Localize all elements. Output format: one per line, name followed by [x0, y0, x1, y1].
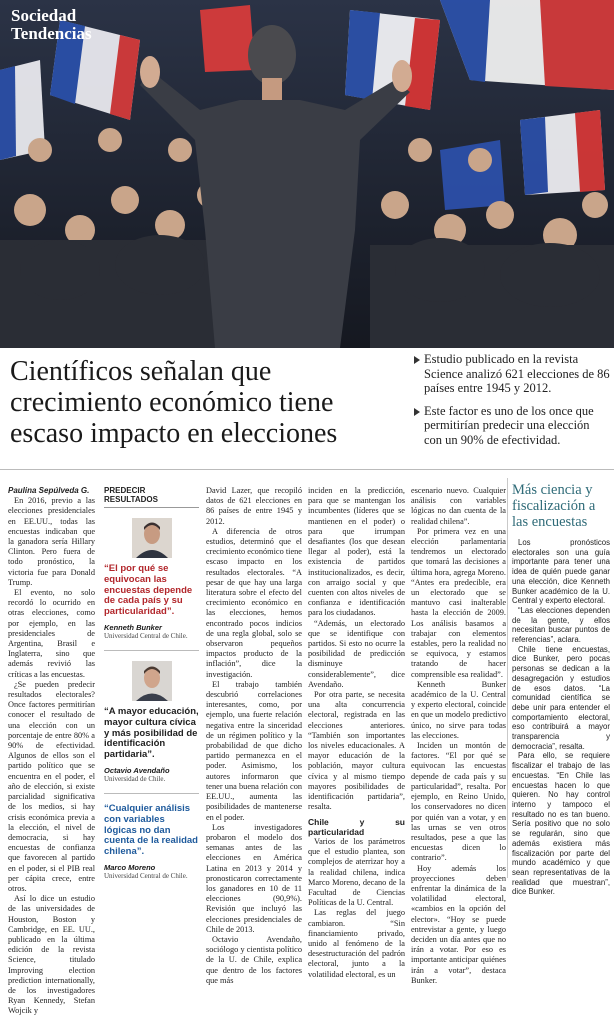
subheading: Chile y su particularidad: [308, 816, 405, 837]
paragraph: Hoy además los proyecciones deben enfrentar la dinámica de la volatilidad electoral, «cambios en la opción del elector». “Hoy se puede entrevistar a gente, y luego deciden un día antes que no irán a votar. Por eso es importante anticipar quiénes irán a votar”, destaca Bunker.: [411, 863, 506, 985]
paragraph: Las reglas del juego cambiaron. “Sin financiamiento privado, unido al fenómeno de la desestructuración del padrón electoral, junto a la volatilidad electoral, es un: [308, 908, 405, 979]
paragraph: Kenneth Bunker académico de la U. Central y experto electoral, coincide en que un modelo predictivo único, no sirve para todas las elecciones.: [411, 679, 506, 740]
summary-bullets: [414, 352, 610, 455]
quote-author: Kenneth Bunker: [104, 622, 162, 632]
person-icon: [132, 661, 172, 701]
sidebar-box: [512, 482, 610, 897]
quote-2: [104, 661, 199, 783]
article-column-3: [206, 486, 302, 985]
paragraph: En 2016, previo a las elecciones presidenciales en EE.UU., todas las encuestas indicaban que la ganadora sería Hillary Clinton. Pero fuera de todo pronóstico, la victoria fue para Donald Trump.: [8, 496, 95, 587]
headline: Científicos señalan que crecimiento económico tiene escaso impacto en elecciones: [10, 356, 338, 449]
summary-bullet: Estudio publicado en la revista Science analizó 621 elecciones de 86 países entre 1945 y 2012.: [414, 352, 610, 396]
divider: [104, 793, 199, 794]
paragraph: inciden en la predicción, para que se mantengan los incumbentes (líderes que se mantienen en el poder) o para que irrumpan desafiantes (los que desean llegar al poder), está la existencia de partidos institucionalizados, es decir, con arraigo social y que cuenten con altos niveles de confianza e identificación para los ciudadanos.: [308, 486, 405, 618]
quote-role: Universidad de Chile.: [104, 774, 166, 783]
section-line-1: Sociedad: [11, 6, 77, 25]
quote-role: Universidad Central de Chile.: [104, 871, 188, 880]
divider: [0, 469, 614, 470]
paragraph: Para ello, se requiere fiscalizar el trabajo de las encuestas. “En Chile las encuestas hacen lo que quieren. No hay control interno y tampoco el resultado no es tan bueno. Sería positivo que no solo se regularán, sino que además existiera más fiscalización por parte del mundo académico y que sean representativas de la realidad que muestran”, dice Bunker.: [512, 751, 610, 897]
avatar: [132, 661, 172, 701]
paragraph: Así lo dice un estudio de las universidades de Houston, Boston y Cambridge, en EE. UU., publicado en la última edición de la revista Science, titulado Improving election prediction internationally, de los investigadores Ryan Kennedy, Stefan Wojcik y: [8, 894, 95, 1016]
summary-bullet: Este factor es uno de los once que permitirían predecir una elección con un 90% de efectividad.: [414, 404, 610, 448]
quote-text: “A mayor educación, mayor cultura cívica y más posibilidad de identificación partidaria”.: [104, 705, 199, 761]
avatar: [132, 518, 172, 558]
quote-text: “El por qué se equivocan las encuestas depende de cada país y su particularidad”.: [104, 563, 193, 618]
paragraph: “Las elecciones dependen de la gente, y ellos necesitan buscar puntos de referencias”, aclara.: [512, 605, 610, 645]
hero-photo: [0, 0, 614, 348]
paragraph: Varios de los parámetros que el estudio plantea, son complejos de aterrizar hoy a la realidad chilena, indica Marco Moreno, decano de la Facultad de Ciencias Políticas de la U. Central.: [308, 836, 405, 908]
divider: [104, 650, 199, 651]
section-line-2: Tendencias: [11, 24, 92, 43]
sidebar-title: Más ciencia y fiscalización a las encuestas: [512, 482, 596, 530]
paragraph: Los pronósticos electorales son una guía importante para tener una idea de quién puede ganar una elección, dice Kenneth Bunker académico de la U. Central y experto electoral.: [512, 538, 610, 606]
article-column-4: [308, 486, 405, 979]
byline: Paulina Sepúlveda G.: [8, 486, 90, 495]
paragraph: Por primera vez en una elección parlamentaria tendremos un electorado que tomará las decisiones a última hora, agrega Moreno. “Antes era predecible, era un electorado que se mantuvo casi inalterable hasta la elección de 2009. Los análisis basamos a trabajar con elementos estables, pero la realidad no se equivoca, y estamos tratando de hacer comprensible esa realidad”.: [411, 526, 506, 679]
section-tag: [11, 7, 92, 43]
paragraph: ¿Se pueden predecir resultados electorales? Once factores permitirían conocer el resultado de una elección con un porcentaje de entre 80% a 90% de efectividad. Algunos de ellos son el partido político que se encuentra en el poder, el año de elección, si existe parcialidad significativa de los medios, si hay crisis económica previa a la elección, el nivel de democracia, si hay encuestas de confianza que favorecen al partido en el poder, si el PIB real per cápita crece, entre otros.: [8, 679, 95, 893]
quote-author: Marco Moreno: [104, 862, 156, 872]
article-column-5: [411, 486, 506, 985]
crowd-rally-illustration: [0, 0, 614, 348]
paragraph: El trabajo también descubrió correlaciones interesantes, como, por ejemplo, una fuerte relación negativa entre la sinceridad de un régimen político y la probabilidad de que dicho partido permanezca en el poder. Asimismo, los autores informaron que tener una buena relación con EE.UU., aumenta las posibilidades de mantenerse en el poder.: [206, 679, 302, 822]
quote-3: [104, 804, 199, 880]
paragraph: Inciden un montón de factores. “El por qué se equivocan las encuestas depende de cada país y su particularidad”, resalta. Por ejemplo, en Reino Unido, los conservadores no dicen por quién van a votar, y en las urnas se ven otros resultados, pese a que las encuestas dicen lo contrario”.: [411, 741, 506, 863]
quote-text: “Cualquier análisis con variables lógicas no dan cuenta de la realidad chilena”.: [104, 802, 198, 858]
paragraph: Octavio Avendaño, sociólogo y cientista político de la U. de Chile, explica que dentro de los factores que más: [206, 934, 302, 985]
paragraph: escenario nuevo. Cualquier análisis con variables lógicas no dan cuenta de la realidad chilena”.: [411, 486, 506, 526]
paragraph: Los investigadores probaron el modelo dos semanas antes de las elecciones en América Latina en 2013 y 2014 y pronosticaron correctamente los ganadores en 10 de 11 elecciones (90,9%). Revisión que incluyó las elecciones presidenciales de Chile de 2013.: [206, 822, 302, 934]
quote-role: Universidad Central de Chile.: [104, 631, 188, 640]
paragraph: A diferencia de otros estudios, determinó que el crecimiento económico tiene escaso impacto en los resultados electorales. “A pesar de que hay una larga literatura sobre el efecto del crecimiento económico en las elecciones, hemos encontrado pocos indicios de una regla global, solo se observaron pequeños impactos producto de la inflación”, dice la investigación.: [206, 526, 302, 679]
paragraph: Por otra parte, se necesita una alta concurrencia electoral, registrada en las elecciones anteriores. “También son importantes los niveles educacionales. A mayor educación de la población, mayor cultura cívica y al mismo tiempo mayores posibilidades de identificación partidaria”, resalta.: [308, 690, 405, 812]
quotes-column: [104, 486, 199, 878]
quote-author: Octavio Avendaño: [104, 765, 170, 775]
quotes-title: PREDECIR RESULTADOS: [104, 486, 199, 508]
paragraph: “Además, un electorado que se identifique con partidos. Si esto no ocurre la posibilidad de predicción disminuye considerablemente”, dice Avendaño.: [308, 618, 405, 689]
article-column-1: [8, 486, 95, 1016]
paragraph: Chile tiene encuestas, dice Bunker, pero pocas personas se dedican a la desagregación y estudios de esos datos. “La comunidad científica se debe unir para entender el comportamiento electoral, eso contribuirá a mayor transparencia y democracia”, resalta.: [512, 644, 610, 751]
person-icon: [132, 518, 172, 558]
paragraph: David Lazer, que recopiló datos de 621 elecciones en 86 países de entre 1945 y 2012.: [206, 486, 302, 526]
paragraph: El evento, no solo recordó lo ocurrido en otras elecciones, como por ejemplo, en las presidenciales de Argentina, Brasil e Inglaterra, sino que además revivió las críticas a las encuestas.: [8, 588, 95, 679]
quote-1: [104, 518, 199, 640]
divider: [507, 478, 508, 878]
sidebar-body: [512, 538, 610, 897]
